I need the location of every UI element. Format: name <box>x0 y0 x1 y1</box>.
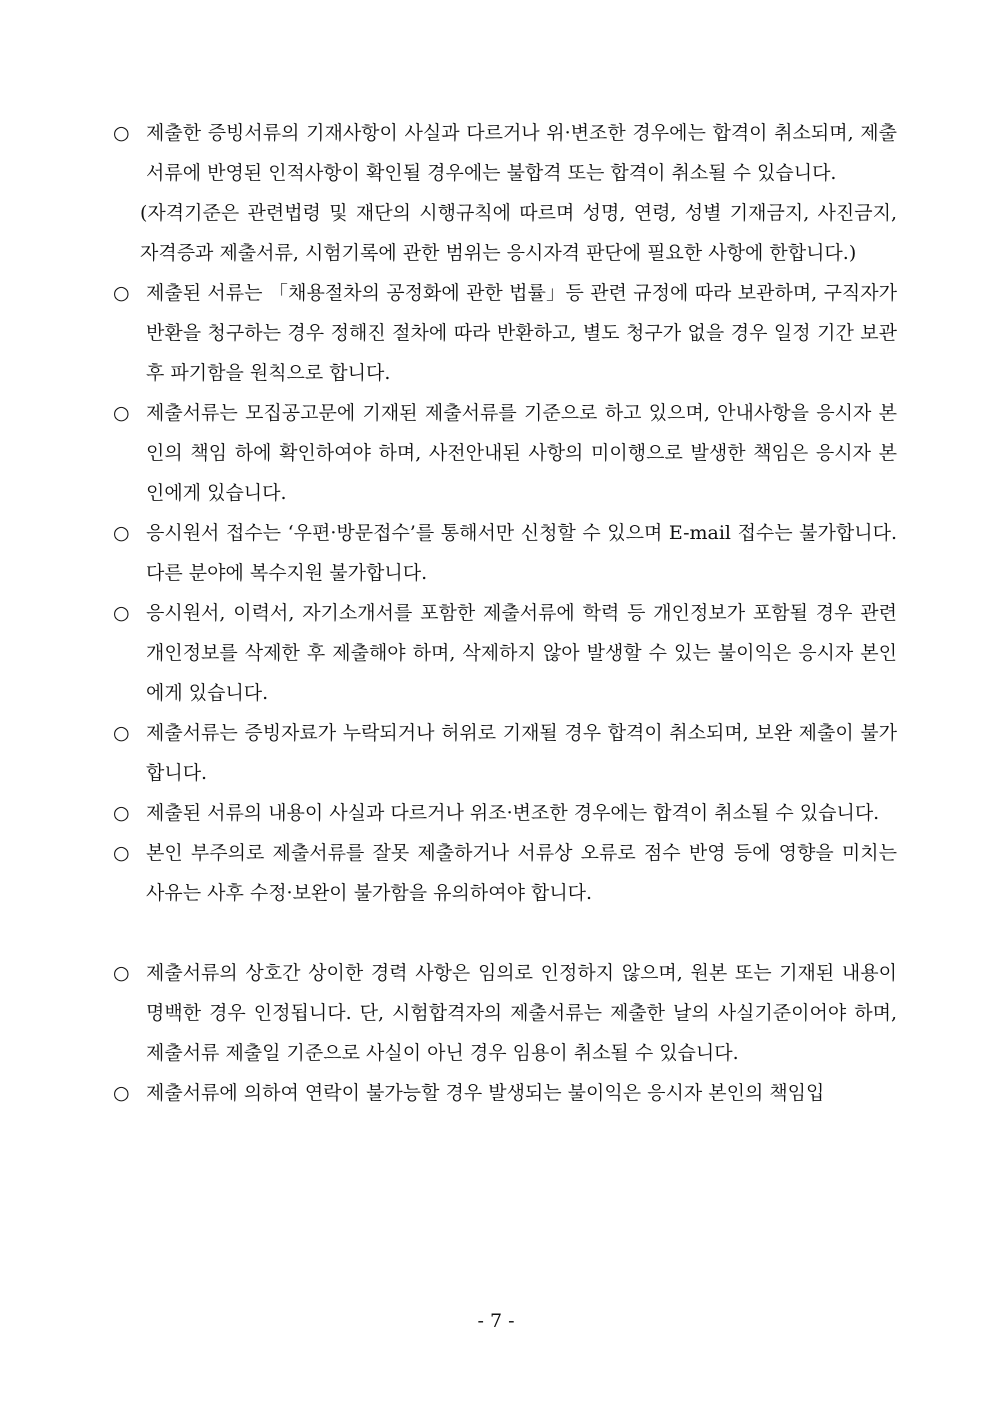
circle-bullet-icon: ○ <box>113 282 130 304</box>
document-body <box>113 113 897 1113</box>
list-item <box>113 1073 897 1113</box>
circle-bullet-icon: ○ <box>113 962 130 984</box>
list-item <box>113 113 897 193</box>
item-text: 제출서류의 상호간 상이한 경력 사항은 임의로 인정하지 않으며, 원본 또는 기재된 내용이 명백한 경우 인정됩니다. 단, 시험합격자의 제출서류는 제출한 날의 사실기준이어야 하며, 제출서류 제출일 기준으로 사실이 아닌 경우 임용이 취소될 수 있습니다. <box>146 962 897 1064</box>
circle-bullet-icon: ○ <box>113 722 130 744</box>
item-text: 본인 부주의로 제출서류를 잘못 제출하거나 서류상 오류로 점수 반영 등에 영향을 미치는 사유는 사후 수정·보완이 불가함을 유의하여야 합니다. <box>146 842 897 904</box>
paragraph-gap <box>113 913 897 953</box>
circle-bullet-icon: ○ <box>113 1082 130 1104</box>
circle-bullet-icon: ○ <box>113 402 130 424</box>
page-number: - 7 - <box>477 1310 515 1332</box>
list-item <box>113 593 897 713</box>
item-text: 제출서류에 의하여 연락이 불가능할 경우 발생되는 불이익은 응시자 본인의 책임입 <box>146 1082 825 1104</box>
item-text: 제출된 서류는 「채용절차의 공정화에 관한 법률」등 관련 규정에 따라 보관하며, 구직자가 반환을 청구하는 경우 정해진 절차에 따라 반환하고, 별도 청구가 없을 경우 일정 기간 보관 후 파기함을 원칙으로 합니다. <box>146 282 897 384</box>
item-text: 제출서류는 증빙자료가 누락되거나 허위로 기재될 경우 합격이 취소되며, 보완 제출이 불가합니다. <box>146 722 897 784</box>
item-text: 제출된 서류의 내용이 사실과 다르거나 위조·변조한 경우에는 합격이 취소될 수 있습니다. <box>146 802 880 824</box>
item-text: 응시원서, 이력서, 자기소개서를 포함한 제출서류에 학력 등 개인정보가 포함될 경우 관련 개인정보를 삭제한 후 제출해야 하며, 삭제하지 않아 발생할 수 있는 불이익은 응시자 본인에게 있습니다. <box>146 602 897 704</box>
item-text: 제출서류는 모집공고문에 기재된 제출서류를 기준으로 하고 있으며, 안내사항을 응시자 본인의 책임 하에 확인하여야 하며, 사전안내된 사항의 미이행으로 발생한 책임은 응시자 본인에게 있습니다. <box>146 402 897 504</box>
list-item <box>113 713 897 793</box>
list-item <box>113 953 897 1073</box>
list-item <box>113 393 897 513</box>
list-item <box>113 793 897 833</box>
list-item <box>113 513 897 593</box>
circle-bullet-icon: ○ <box>113 602 130 624</box>
list-item <box>113 833 897 913</box>
eligibility-note: (자격기준은 관련법령 및 재단의 시행규칙에 따르며 성명, 연령, 성별 기재금지, 사진금지, 자격증과 제출서류, 시험기록에 관한 범위는 응시자격 판단에 필요한 사항에 한합니다.) <box>140 202 897 264</box>
item-text: 제출한 증빙서류의 기재사항이 사실과 다르거나 위·변조한 경우에는 합격이 취소되며, 제출서류에 반영된 인적사항이 확인될 경우에는 불합격 또는 합격이 취소될 수 있습니다. <box>146 122 897 184</box>
circle-bullet-icon: ○ <box>113 802 130 824</box>
circle-bullet-icon: ○ <box>113 842 130 864</box>
circle-bullet-icon: ○ <box>113 522 130 544</box>
item-text: 응시원서 접수는 ‘우편·방문접수’를 통해서만 신청할 수 있으며 E-mail 접수는 불가합니다. 다른 분야에 복수지원 불가합니다. <box>146 522 897 584</box>
list-item <box>113 273 897 393</box>
circle-bullet-icon: ○ <box>113 122 130 144</box>
